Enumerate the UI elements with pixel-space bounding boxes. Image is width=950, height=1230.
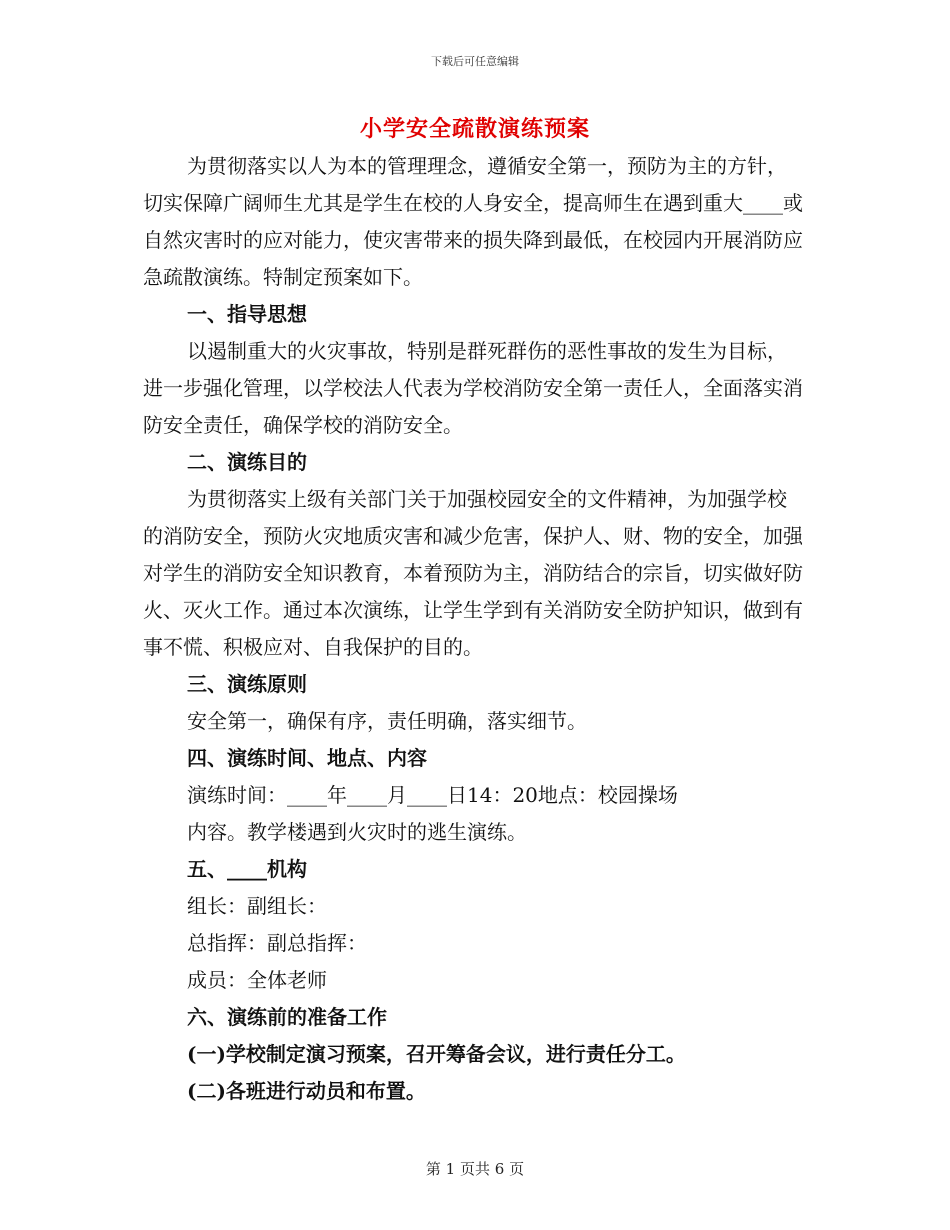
section-heading-5: 五、____机构 <box>187 857 307 881</box>
drill-time-line: 演练时间：____年____月____日14：20地点：校园操场 <box>187 783 678 807</box>
intro-paragraph: 为贯彻落实以人为本的管理理念，遵循安全第一，预防为主的方针，切实保障广阔师生尤其是学生在校的人身安全，提高师生在遇到重大____或自然灾害时的应对能力，使灾害带来的损失降到最低，在校园内开展消防应急疏散演练。特制定预案如下。 <box>143 154 803 289</box>
prep-item-2: (二)各班进行动员和布置。 <box>187 1079 426 1103</box>
drill-content-line: 内容。教学楼遇到火灾时的逃生演练。 <box>187 820 527 844</box>
org-line-commander: 总指挥：副总指挥： <box>187 931 367 955</box>
section-heading-4: 四、演练时间、地点、内容 <box>187 746 427 770</box>
header-note: 下载后可任意编辑 <box>431 55 519 68</box>
section-body-2: 为贯彻落实上级有关部门关于加强校园安全的文件精神，为加强学校的消防安全，预防火灾地质灾害和减少危害，保护人、财、物的安全，加强对学生的消防安全知识教育，本着预防为主，消防结合的宗旨，切实做好防火、灭火工作。通过本次演练，让学生学到有关消防安全防护知识，做到有事不慌、积极应对、自我保护的目的。 <box>143 487 803 659</box>
org-line-leader: 组长：副组长： <box>187 894 327 918</box>
section-heading-6: 六、演练前的准备工作 <box>187 1005 387 1029</box>
document-title: 小学安全疏散演练预案 <box>359 116 590 142</box>
section-heading-3: 三、演练原则 <box>187 672 307 696</box>
section-body-3: 安全第一，确保有序，责任明确，落实细节。 <box>187 709 587 733</box>
section-body-1: 以遏制重大的火灾事故，特别是群死群伤的恶性事故的发生为目标，进一步强化管理，以学校法人代表为学校消防安全第一责任人，全面落实消防安全责任，确保学校的消防安全。 <box>143 339 803 437</box>
section-heading-1: 一、指导思想 <box>187 302 307 326</box>
page-number: 第 1 页共 6 页 <box>425 1160 525 1178</box>
org-line-members: 成员：全体老师 <box>187 968 327 992</box>
section-heading-2: 二、演练目的 <box>187 450 307 474</box>
prep-item-1: (一)学校制定演习预案，召开筹备会议，进行责任分工。 <box>187 1042 686 1066</box>
document-body <box>143 148 803 1110</box>
